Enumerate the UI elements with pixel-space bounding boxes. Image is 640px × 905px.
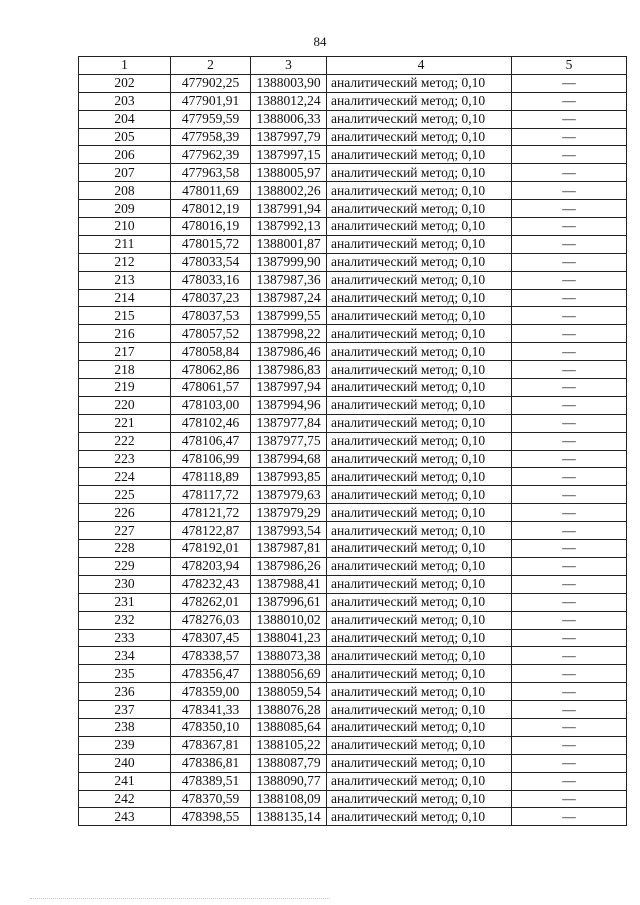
- cell-y-coordinate: 1387994,96: [251, 396, 327, 414]
- cell-y-coordinate: 1387993,85: [251, 468, 327, 486]
- cell-method: аналитический метод; 0,10: [327, 325, 512, 343]
- cell-note: —: [512, 182, 627, 200]
- cell-note: —: [512, 593, 627, 611]
- cell-method: аналитический метод; 0,10: [327, 486, 512, 504]
- cell-note: —: [512, 450, 627, 468]
- cell-method: аналитический метод; 0,10: [327, 343, 512, 361]
- cell-x-coordinate: 478307,45: [171, 629, 251, 647]
- cell-note: —: [512, 164, 627, 182]
- table-body: [79, 74, 627, 825]
- cell-y-coordinate: 1388006,33: [251, 110, 327, 128]
- cell-note: —: [512, 468, 627, 486]
- cell-y-coordinate: 1388108,09: [251, 790, 327, 808]
- column-header: 5: [512, 57, 627, 75]
- cell-point-number: 223: [79, 450, 171, 468]
- cell-x-coordinate: 478350,10: [171, 718, 251, 736]
- cell-note: —: [512, 92, 627, 110]
- cell-point-number: 203: [79, 92, 171, 110]
- cell-point-number: 243: [79, 808, 171, 826]
- cell-note: —: [512, 325, 627, 343]
- cell-x-coordinate: 478232,43: [171, 575, 251, 593]
- cell-x-coordinate: 478106,47: [171, 432, 251, 450]
- cell-method: аналитический метод; 0,10: [327, 593, 512, 611]
- cell-y-coordinate: 1387986,83: [251, 361, 327, 379]
- cell-note: —: [512, 235, 627, 253]
- cell-x-coordinate: 478370,59: [171, 790, 251, 808]
- cell-y-coordinate: 1387977,84: [251, 414, 327, 432]
- cell-x-coordinate: 477958,39: [171, 128, 251, 146]
- cell-x-coordinate: 478121,72: [171, 504, 251, 522]
- table-row: [79, 772, 627, 790]
- cell-y-coordinate: 1388041,23: [251, 629, 327, 647]
- cell-note: —: [512, 629, 627, 647]
- cell-point-number: 236: [79, 683, 171, 701]
- cell-note: —: [512, 575, 627, 593]
- cell-y-coordinate: 1388059,54: [251, 683, 327, 701]
- cell-note: —: [512, 808, 627, 826]
- cell-point-number: 208: [79, 182, 171, 200]
- cell-method: аналитический метод; 0,10: [327, 701, 512, 719]
- cell-note: —: [512, 414, 627, 432]
- cell-method: аналитический метод; 0,10: [327, 146, 512, 164]
- page-number: 84: [313, 34, 327, 49]
- cell-x-coordinate: 477901,91: [171, 92, 251, 110]
- table-row: [79, 235, 627, 253]
- table-row: [79, 361, 627, 379]
- cell-method: аналитический метод; 0,10: [327, 450, 512, 468]
- cell-note: —: [512, 379, 627, 397]
- cell-x-coordinate: 477962,39: [171, 146, 251, 164]
- cell-point-number: 232: [79, 611, 171, 629]
- cell-x-coordinate: 478359,00: [171, 683, 251, 701]
- cell-x-coordinate: 478057,52: [171, 325, 251, 343]
- cell-y-coordinate: 1388090,77: [251, 772, 327, 790]
- cell-y-coordinate: 1388012,24: [251, 92, 327, 110]
- cell-method: аналитический метод; 0,10: [327, 92, 512, 110]
- cell-method: аналитический метод; 0,10: [327, 110, 512, 128]
- cell-point-number: 225: [79, 486, 171, 504]
- cell-y-coordinate: 1388135,14: [251, 808, 327, 826]
- cell-x-coordinate: 478122,87: [171, 522, 251, 540]
- cell-method: аналитический метод; 0,10: [327, 790, 512, 808]
- cell-point-number: 213: [79, 271, 171, 289]
- cell-x-coordinate: 478103,00: [171, 396, 251, 414]
- table-row: [79, 557, 627, 575]
- cell-method: аналитический метод; 0,10: [327, 808, 512, 826]
- cell-y-coordinate: 1388005,97: [251, 164, 327, 182]
- cell-point-number: 202: [79, 74, 171, 92]
- table-row: [79, 718, 627, 736]
- cell-method: аналитический метод; 0,10: [327, 379, 512, 397]
- cell-method: аналитический метод; 0,10: [327, 540, 512, 558]
- cell-method: аналитический метод; 0,10: [327, 504, 512, 522]
- cell-y-coordinate: 1387987,36: [251, 271, 327, 289]
- cell-y-coordinate: 1387992,13: [251, 218, 327, 236]
- column-header: 4: [327, 57, 512, 75]
- table-row: [79, 182, 627, 200]
- table-row: [79, 74, 627, 92]
- cell-y-coordinate: 1388073,38: [251, 647, 327, 665]
- cell-note: —: [512, 128, 627, 146]
- cell-y-coordinate: 1387988,41: [251, 575, 327, 593]
- table-row: [79, 146, 627, 164]
- cell-method: аналитический метод; 0,10: [327, 736, 512, 754]
- cell-method: аналитический метод; 0,10: [327, 432, 512, 450]
- cell-point-number: 221: [79, 414, 171, 432]
- cell-point-number: 215: [79, 307, 171, 325]
- cell-y-coordinate: 1388087,79: [251, 754, 327, 772]
- cell-y-coordinate: 1387987,24: [251, 289, 327, 307]
- table-row: [79, 790, 627, 808]
- cell-note: —: [512, 647, 627, 665]
- cell-x-coordinate: 478106,99: [171, 450, 251, 468]
- cell-y-coordinate: 1387998,22: [251, 325, 327, 343]
- cell-point-number: 234: [79, 647, 171, 665]
- table-row: [79, 343, 627, 361]
- cell-y-coordinate: 1388003,90: [251, 74, 327, 92]
- cell-point-number: 216: [79, 325, 171, 343]
- cell-method: аналитический метод; 0,10: [327, 414, 512, 432]
- cell-point-number: 226: [79, 504, 171, 522]
- table-row: [79, 128, 627, 146]
- cell-point-number: 220: [79, 396, 171, 414]
- table-row: [79, 683, 627, 701]
- table-row: [79, 486, 627, 504]
- cell-y-coordinate: 1387997,15: [251, 146, 327, 164]
- table-row: [79, 253, 627, 271]
- cell-x-coordinate: 478037,23: [171, 289, 251, 307]
- cell-point-number: 211: [79, 235, 171, 253]
- cell-y-coordinate: 1388056,69: [251, 665, 327, 683]
- cell-method: аналитический метод; 0,10: [327, 575, 512, 593]
- cell-point-number: 209: [79, 200, 171, 218]
- cell-y-coordinate: 1387996,61: [251, 593, 327, 611]
- cell-x-coordinate: 478389,51: [171, 772, 251, 790]
- cell-y-coordinate: 1387997,94: [251, 379, 327, 397]
- cell-method: аналитический метод; 0,10: [327, 611, 512, 629]
- cell-point-number: 241: [79, 772, 171, 790]
- cell-point-number: 206: [79, 146, 171, 164]
- cell-note: —: [512, 361, 627, 379]
- table-row: [79, 736, 627, 754]
- cell-x-coordinate: 478386,81: [171, 754, 251, 772]
- table-row: [79, 92, 627, 110]
- cell-point-number: 242: [79, 790, 171, 808]
- cell-note: —: [512, 701, 627, 719]
- cell-note: —: [512, 218, 627, 236]
- cell-x-coordinate: 478033,54: [171, 253, 251, 271]
- cell-x-coordinate: 478062,86: [171, 361, 251, 379]
- cell-y-coordinate: 1387986,26: [251, 557, 327, 575]
- cell-x-coordinate: 478016,19: [171, 218, 251, 236]
- cell-y-coordinate: 1388105,22: [251, 736, 327, 754]
- cell-point-number: 222: [79, 432, 171, 450]
- cell-note: —: [512, 253, 627, 271]
- cell-method: аналитический метод; 0,10: [327, 235, 512, 253]
- cell-note: —: [512, 343, 627, 361]
- cell-method: аналитический метод; 0,10: [327, 218, 512, 236]
- cell-y-coordinate: 1387993,54: [251, 522, 327, 540]
- cell-method: аналитический метод; 0,10: [327, 253, 512, 271]
- cell-note: —: [512, 611, 627, 629]
- cell-point-number: 214: [79, 289, 171, 307]
- cell-note: —: [512, 271, 627, 289]
- cell-y-coordinate: 1388076,28: [251, 701, 327, 719]
- cell-note: —: [512, 396, 627, 414]
- coordinates-table: [78, 56, 627, 826]
- cell-x-coordinate: 478398,55: [171, 808, 251, 826]
- cell-method: аналитический метод; 0,10: [327, 665, 512, 683]
- cell-x-coordinate: 478037,53: [171, 307, 251, 325]
- table-row: [79, 611, 627, 629]
- cell-method: аналитический метод; 0,10: [327, 74, 512, 92]
- cell-method: аналитический метод; 0,10: [327, 683, 512, 701]
- cell-x-coordinate: 478276,03: [171, 611, 251, 629]
- cell-note: —: [512, 736, 627, 754]
- cell-note: —: [512, 772, 627, 790]
- scan-artifact: [30, 898, 330, 902]
- cell-note: —: [512, 683, 627, 701]
- cell-x-coordinate: 478102,46: [171, 414, 251, 432]
- cell-x-coordinate: 478117,72: [171, 486, 251, 504]
- cell-point-number: 240: [79, 754, 171, 772]
- cell-point-number: 238: [79, 718, 171, 736]
- cell-point-number: 233: [79, 629, 171, 647]
- cell-y-coordinate: 1387986,46: [251, 343, 327, 361]
- cell-x-coordinate: 478338,57: [171, 647, 251, 665]
- column-header: 1: [79, 57, 171, 75]
- cell-y-coordinate: 1387997,79: [251, 128, 327, 146]
- table-row: [79, 432, 627, 450]
- cell-note: —: [512, 754, 627, 772]
- cell-method: аналитический метод; 0,10: [327, 307, 512, 325]
- cell-x-coordinate: 478012,19: [171, 200, 251, 218]
- table-row: [79, 540, 627, 558]
- cell-y-coordinate: 1388001,87: [251, 235, 327, 253]
- cell-x-coordinate: 478367,81: [171, 736, 251, 754]
- cell-x-coordinate: 478058,84: [171, 343, 251, 361]
- cell-y-coordinate: 1387999,55: [251, 307, 327, 325]
- cell-note: —: [512, 432, 627, 450]
- cell-method: аналитический метод; 0,10: [327, 128, 512, 146]
- cell-note: —: [512, 110, 627, 128]
- cell-note: —: [512, 790, 627, 808]
- cell-point-number: 235: [79, 665, 171, 683]
- table-row: [79, 200, 627, 218]
- cell-y-coordinate: 1387999,90: [251, 253, 327, 271]
- cell-note: —: [512, 540, 627, 558]
- cell-y-coordinate: 1387994,68: [251, 450, 327, 468]
- cell-x-coordinate: 478011,69: [171, 182, 251, 200]
- cell-x-coordinate: 478061,57: [171, 379, 251, 397]
- cell-point-number: 205: [79, 128, 171, 146]
- cell-method: аналитический метод; 0,10: [327, 396, 512, 414]
- cell-point-number: 239: [79, 736, 171, 754]
- cell-x-coordinate: 478203,94: [171, 557, 251, 575]
- cell-y-coordinate: 1388085,64: [251, 718, 327, 736]
- cell-method: аналитический метод; 0,10: [327, 629, 512, 647]
- table-row: [79, 271, 627, 289]
- cell-note: —: [512, 718, 627, 736]
- cell-note: —: [512, 74, 627, 92]
- table-row: [79, 754, 627, 772]
- cell-method: аналитический метод; 0,10: [327, 468, 512, 486]
- cell-x-coordinate: 477963,58: [171, 164, 251, 182]
- table-row: [79, 218, 627, 236]
- table-row: [79, 110, 627, 128]
- cell-method: аналитический метод; 0,10: [327, 718, 512, 736]
- table-row: [79, 629, 627, 647]
- table-row: [79, 307, 627, 325]
- table-row: [79, 414, 627, 432]
- table-row: [79, 396, 627, 414]
- cell-method: аналитический метод; 0,10: [327, 271, 512, 289]
- cell-point-number: 219: [79, 379, 171, 397]
- cell-point-number: 224: [79, 468, 171, 486]
- cell-method: аналитический метод; 0,10: [327, 200, 512, 218]
- table-row: [79, 325, 627, 343]
- cell-note: —: [512, 665, 627, 683]
- cell-method: аналитический метод; 0,10: [327, 647, 512, 665]
- cell-point-number: 231: [79, 593, 171, 611]
- cell-note: —: [512, 146, 627, 164]
- cell-note: —: [512, 289, 627, 307]
- cell-x-coordinate: 478356,47: [171, 665, 251, 683]
- cell-x-coordinate: 477959,59: [171, 110, 251, 128]
- cell-note: —: [512, 486, 627, 504]
- cell-note: —: [512, 504, 627, 522]
- cell-point-number: 217: [79, 343, 171, 361]
- cell-x-coordinate: 478033,16: [171, 271, 251, 289]
- cell-x-coordinate: 478262,01: [171, 593, 251, 611]
- cell-y-coordinate: 1387977,75: [251, 432, 327, 450]
- table-row: [79, 468, 627, 486]
- cell-note: —: [512, 557, 627, 575]
- cell-note: —: [512, 307, 627, 325]
- cell-x-coordinate: 478015,72: [171, 235, 251, 253]
- cell-point-number: 228: [79, 540, 171, 558]
- cell-method: аналитический метод; 0,10: [327, 182, 512, 200]
- cell-method: аналитический метод; 0,10: [327, 289, 512, 307]
- cell-x-coordinate: 478341,33: [171, 701, 251, 719]
- cell-method: аналитический метод; 0,10: [327, 164, 512, 182]
- table-row: [79, 522, 627, 540]
- cell-point-number: 227: [79, 522, 171, 540]
- table-row: [79, 575, 627, 593]
- table-header-row: [79, 57, 627, 75]
- cell-method: аналитический метод; 0,10: [327, 522, 512, 540]
- table-row: [79, 647, 627, 665]
- cell-method: аналитический метод; 0,10: [327, 754, 512, 772]
- table-row: [79, 379, 627, 397]
- cell-point-number: 204: [79, 110, 171, 128]
- cell-point-number: 229: [79, 557, 171, 575]
- column-header: 2: [171, 57, 251, 75]
- cell-y-coordinate: 1387991,94: [251, 200, 327, 218]
- cell-point-number: 207: [79, 164, 171, 182]
- cell-y-coordinate: 1388002,26: [251, 182, 327, 200]
- table-row: [79, 808, 627, 826]
- cell-x-coordinate: 478118,89: [171, 468, 251, 486]
- cell-x-coordinate: 478192,01: [171, 540, 251, 558]
- cell-method: аналитический метод; 0,10: [327, 557, 512, 575]
- cell-point-number: 212: [79, 253, 171, 271]
- column-header: 3: [251, 57, 327, 75]
- cell-y-coordinate: 1387979,29: [251, 504, 327, 522]
- cell-point-number: 218: [79, 361, 171, 379]
- cell-y-coordinate: 1387979,63: [251, 486, 327, 504]
- table-row: [79, 289, 627, 307]
- table-row: [79, 701, 627, 719]
- table-row: [79, 593, 627, 611]
- cell-point-number: 210: [79, 218, 171, 236]
- cell-point-number: 230: [79, 575, 171, 593]
- cell-method: аналитический метод; 0,10: [327, 361, 512, 379]
- cell-y-coordinate: 1388010,02: [251, 611, 327, 629]
- table-row: [79, 164, 627, 182]
- cell-point-number: 237: [79, 701, 171, 719]
- cell-note: —: [512, 200, 627, 218]
- cell-x-coordinate: 477902,25: [171, 74, 251, 92]
- table-row: [79, 450, 627, 468]
- cell-method: аналитический метод; 0,10: [327, 772, 512, 790]
- table-row: [79, 665, 627, 683]
- cell-note: —: [512, 522, 627, 540]
- cell-y-coordinate: 1387987,81: [251, 540, 327, 558]
- table-row: [79, 504, 627, 522]
